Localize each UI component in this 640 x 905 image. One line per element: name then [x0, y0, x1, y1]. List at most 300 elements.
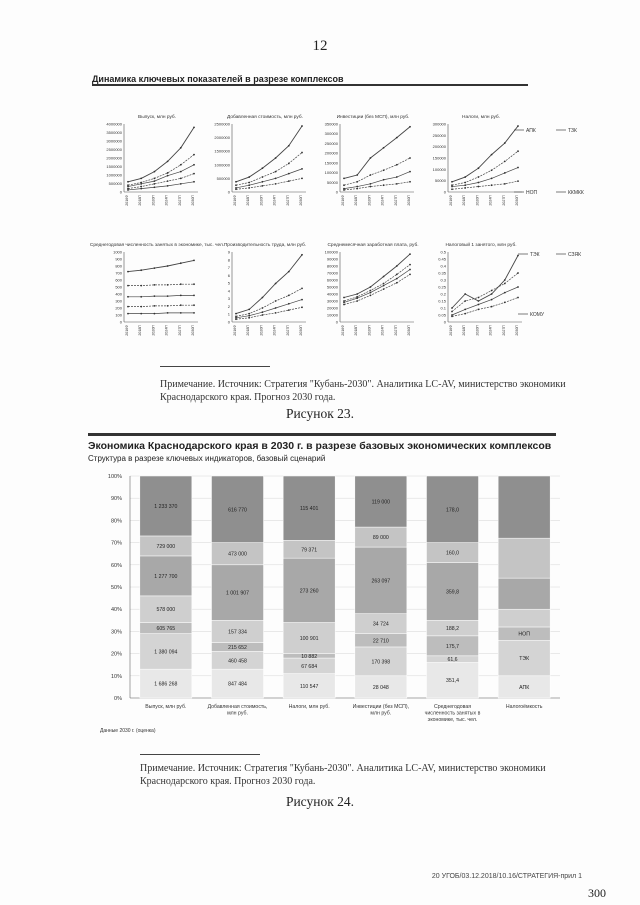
panel-ytick-label: 40000	[326, 291, 338, 297]
bar-segment-label: 1 233 370	[154, 503, 178, 510]
panel-series-point	[396, 137, 398, 139]
panel-series-point	[396, 164, 398, 166]
legend-label: ТЭК	[530, 252, 540, 258]
panel-ytick-label: 4	[227, 288, 230, 294]
panel-series-line	[128, 260, 194, 271]
category-label: численность занятых в	[424, 710, 481, 717]
panel-series-point	[478, 182, 480, 184]
panel-series-point	[478, 186, 480, 188]
panel-xtick-label: 2016Ф	[341, 195, 345, 206]
bar-segment-label: 729 000	[156, 543, 176, 550]
bar-segment-label: 273 260	[299, 588, 319, 595]
panel-series-point	[517, 180, 519, 182]
panel-ytick-label: 100000	[432, 166, 446, 172]
panel-series-point	[127, 181, 129, 183]
panel-series-point	[248, 184, 250, 186]
panel-series-point	[478, 167, 480, 169]
panel-xtick-label: 2018П	[138, 195, 143, 206]
panel-series-point	[504, 183, 506, 185]
panel-series-point	[370, 183, 372, 185]
panel-ytick-label: 900	[115, 256, 122, 262]
panel-xtick-label: 2030П	[191, 195, 195, 206]
panel-ytick-label: 300000	[324, 131, 338, 137]
panel-series-line	[128, 313, 194, 314]
panel-title: Производительность труда, млн руб.	[223, 243, 307, 248]
category-label: Налоги, млн руб.	[288, 704, 330, 710]
figure1-note: Примечание. Источник: Стратегия "Кубань-2030". Аналитика LC-AV, министерство экономики Краснодарского края. Прогноз 2030 года.	[160, 379, 566, 403]
panel-series-point	[301, 306, 303, 308]
panel-series-point	[288, 303, 290, 305]
panel-series-point	[140, 188, 142, 190]
panel-series-point	[343, 297, 345, 299]
panel-series-point	[140, 183, 142, 185]
y-tick-label: 10%	[110, 673, 122, 680]
panel-ytick-label: 1	[227, 311, 230, 317]
panel-xtick-label: 2027П	[285, 325, 290, 336]
panel-series-point	[193, 295, 195, 297]
panel-series-point	[154, 180, 156, 182]
panel-ytick-label: 3	[227, 296, 230, 302]
panel-series-point	[262, 297, 264, 299]
bar-segment-label: 263 097	[371, 578, 391, 585]
panel-series-point	[167, 175, 169, 177]
panel-series-line	[128, 127, 194, 181]
panel-xtick-label: 2020П	[367, 325, 372, 336]
panel-series-point	[491, 154, 493, 156]
panel-ytick-label: 90000	[326, 256, 338, 262]
panel-ytick-label: 0.45	[438, 256, 446, 262]
bar-segment-label: 160,0	[446, 550, 459, 557]
panel-series-point	[288, 180, 290, 182]
category-label: Среднегодовая	[433, 704, 472, 710]
panel-series-point	[154, 313, 156, 315]
panel-xtick-label: 2018П	[462, 195, 467, 206]
category-label: Инвестиции (без МСП),	[352, 704, 410, 710]
panel-series-point	[127, 186, 129, 188]
legend-label: ТЗК	[568, 128, 577, 134]
figure1-chart-grid	[88, 90, 584, 360]
panel-xtick-label: 2018П	[354, 325, 359, 336]
legend-label: АПК	[526, 128, 536, 134]
panel-xtick-label: 2016Ф	[449, 325, 453, 336]
panel-xtick-label: 2020П	[259, 195, 264, 206]
panel-xtick-label: 2030П	[515, 195, 519, 206]
panel-series-point	[409, 264, 411, 266]
legend-label: НОП	[526, 190, 538, 196]
y-tick-label: 90%	[110, 496, 122, 503]
bar-segment	[498, 538, 550, 578]
panel-series-point	[491, 290, 493, 292]
panel-series-point	[343, 189, 345, 191]
panel-ytick-label: 100000	[324, 249, 338, 255]
panel-series-point	[301, 168, 303, 170]
panel-ytick-label: 50000	[434, 178, 446, 184]
panel-series-point	[343, 184, 345, 186]
panel-xtick-label: 2020П	[475, 325, 480, 336]
panel-series-point	[478, 300, 480, 302]
panel-ytick-label: 3000000	[106, 138, 122, 144]
panel-ytick-label: 70000	[326, 270, 338, 276]
panel-series-point	[167, 180, 169, 182]
panel-series-point	[167, 185, 169, 187]
panel-series-point	[370, 286, 372, 288]
panel-series-point	[409, 181, 411, 183]
panel-ytick-label: 150000	[432, 155, 446, 161]
panel-series-point	[356, 297, 358, 299]
panel-series-point	[167, 284, 169, 286]
bar-segment-label: 79 371	[301, 547, 318, 554]
panel-series-point	[396, 274, 398, 276]
bar-segment	[498, 578, 550, 609]
panel-series-point	[193, 127, 195, 129]
panel-series-point	[504, 142, 506, 144]
panel-series-point	[154, 284, 156, 286]
panel-series-point	[451, 181, 453, 183]
panel-series-point	[248, 187, 250, 189]
panel-series-line	[236, 255, 302, 314]
bar-segment	[498, 476, 550, 538]
panel-series-point	[517, 286, 519, 288]
panel-series-line	[344, 182, 410, 190]
panel-series-point	[517, 167, 519, 169]
panel-series-point	[127, 296, 129, 298]
panel-series-point	[154, 305, 156, 307]
panel-xtick-label: 2030П	[299, 325, 303, 336]
panel-series-point	[167, 265, 169, 267]
panel-series-point	[248, 309, 250, 311]
panel-series-point	[478, 304, 480, 306]
panel-series-point	[478, 309, 480, 311]
figure2-caption: Рисунок 24.	[285, 794, 355, 809]
panel-series-point	[140, 178, 142, 180]
panel-series-point	[301, 299, 303, 301]
y-tick-label: 40%	[110, 607, 122, 614]
panel-series-point	[288, 173, 290, 175]
bar-segment-label: НОП	[518, 631, 530, 638]
panel-series-point	[275, 178, 277, 180]
panel-series-point	[343, 178, 345, 180]
panel-series-point	[180, 312, 182, 314]
panel-ytick-label: 0.1	[440, 305, 446, 311]
panel-xtick-label: 2016Ф	[233, 195, 237, 206]
panel-series-point	[491, 184, 493, 186]
panel-series-point	[248, 182, 250, 184]
panel-series-point	[235, 184, 237, 186]
panel-series-point	[451, 307, 453, 309]
panel-series-line	[452, 126, 518, 182]
figure2-subtitle: Структура в разрезе ключевых индикаторов, базовый сценарий	[88, 454, 326, 463]
figure1-title: Динамика ключевых показателей в разрезе комплексов	[92, 74, 344, 84]
panel-series-point	[235, 181, 237, 183]
panel-ytick-label: 150000	[324, 160, 338, 166]
y-tick-label: 20%	[110, 651, 122, 658]
panel-series-point	[127, 271, 129, 273]
category-label: млн руб.	[370, 710, 392, 717]
figure2-chart	[88, 470, 568, 740]
panel-ytick-label: 0.05	[438, 312, 446, 318]
panel-xtick-label: 2016Ф	[125, 325, 129, 336]
panel-series-point	[248, 313, 250, 315]
panel-ytick-label: 700	[115, 270, 122, 276]
panel-xtick-label: 2024П	[488, 195, 493, 206]
panel-series-point	[140, 296, 142, 298]
panel-title: Среднемесячная заработная плата, руб.	[327, 243, 419, 248]
panel-series-point	[491, 306, 493, 308]
panel-title: Среднегодовая численность занятых в экономике, тыс. чел.	[89, 243, 225, 248]
bar-segment-label: 110 547	[299, 683, 319, 690]
panel-series-point	[154, 295, 156, 297]
figure2-note: Примечание. Источник: Стратегия "Кубань-2030". Аналитика LC-AV, министерство экономики Краснодарского края. Прогноз 2030 года.	[140, 763, 546, 787]
panel-series-point	[504, 283, 506, 285]
panel-series-point	[396, 183, 398, 185]
panel-series-point	[167, 172, 169, 174]
panel-series-point	[275, 312, 277, 314]
panel-series-point	[383, 169, 385, 171]
panel-series-point	[451, 311, 453, 313]
bar-segment-label: 616 770	[228, 507, 247, 514]
panel-ytick-label: 0	[227, 319, 230, 325]
panel-series-line	[344, 270, 410, 303]
panel-xtick-label: 2016Ф	[233, 325, 237, 336]
panel-series-point	[343, 304, 345, 306]
panel-series-point	[154, 267, 156, 269]
category-label: млн руб.	[227, 710, 248, 717]
panel-ytick-label: 200000	[324, 150, 338, 156]
legend-label: СЗЯК	[568, 252, 582, 258]
panel-xtick-label: 2027П	[285, 195, 290, 206]
panel-xtick-label: 2027П	[501, 325, 506, 336]
figure2-footnote: Данные 2030 г. (оценка)	[100, 728, 156, 734]
bar-segment-label: 847 484	[228, 681, 247, 688]
panel-series-point	[370, 292, 372, 294]
panel-series-point	[409, 171, 411, 173]
panel-series-line	[344, 254, 410, 297]
panel-title: Инвестиции (без МСП), млн руб.	[336, 115, 410, 120]
panel-series-point	[464, 176, 466, 178]
panel-series-point	[180, 178, 182, 180]
panel-series-point	[396, 282, 398, 284]
panel-series-point	[167, 305, 169, 307]
panel-series-point	[343, 302, 345, 304]
panel-xtick-label: 2024П	[380, 325, 385, 336]
panel-ytick-label: 0.25	[438, 284, 446, 290]
panel-series-point	[193, 283, 195, 285]
panel-xtick-label: 2024П	[272, 195, 277, 206]
panel-series-point	[140, 186, 142, 188]
panel-series-line	[452, 298, 518, 317]
panel-ytick-label: 8	[227, 257, 230, 263]
panel-xtick-label: 2024П	[164, 325, 169, 336]
panel-ytick-label: 1500000	[214, 148, 230, 154]
bar-segment-label: 28 048	[372, 684, 389, 691]
panel-series-point	[301, 288, 303, 290]
panel-xtick-label: 2024П	[272, 325, 277, 336]
panel-ytick-label: 0	[443, 319, 446, 325]
panel-series-point	[504, 279, 506, 281]
panel-series-point	[383, 147, 385, 149]
panel-series-point	[464, 184, 466, 186]
panel-series-point	[275, 157, 277, 159]
panel-series-line	[236, 126, 302, 182]
panel-ytick-label: 50000	[326, 284, 338, 290]
panel-xtick-label: 2018П	[462, 325, 467, 336]
panel-title: Налоговый 1 занятого, млн руб.	[445, 243, 517, 248]
panel-series-point	[180, 295, 182, 297]
panel-ytick-label: 0.35	[438, 270, 446, 276]
panel-series-point	[356, 174, 358, 176]
panel-series-point	[464, 300, 466, 302]
panel-ytick-label: 9	[227, 249, 230, 255]
footer-stamp: 20 УГОБ/03.12.2018/10.16/СТРАТЕГИЯ-прил 1	[431, 873, 582, 880]
panel-series-point	[262, 185, 264, 187]
panel-series-point	[275, 283, 277, 285]
panel-series-point	[301, 152, 303, 154]
panel-series-point	[180, 304, 182, 306]
panel-series-point	[356, 293, 358, 295]
panel-series-point	[154, 178, 156, 180]
bar-segment-label: 351,4	[446, 678, 459, 685]
panel-series-point	[409, 253, 411, 255]
figure2-title: Экономика Краснодарского края в 2030 г. в разрезе базовых экономических комплексов	[88, 440, 552, 452]
panel-series-point	[262, 311, 264, 313]
panel-series-line	[236, 300, 302, 318]
panel-ytick-label: 0.15	[438, 298, 446, 304]
bar-segment-label: 61,6	[447, 657, 458, 664]
panel-series-point	[396, 278, 398, 280]
category-label: Добавленная стоимость,	[207, 704, 268, 710]
panel-series-point	[491, 299, 493, 301]
panel-series-point	[127, 285, 129, 287]
panel-series-point	[193, 181, 195, 183]
panel-series-point	[193, 304, 195, 306]
category-label: Выпуск, млн руб.	[145, 704, 187, 710]
panel-ytick-label: 0.4	[440, 263, 446, 269]
bar-segment-label: 215 652	[228, 644, 247, 651]
panel-ytick-label: 100	[115, 312, 122, 318]
panel-ytick-label: 250000	[324, 140, 338, 146]
panel-ytick-label: 1000000	[106, 172, 122, 178]
panel-series-point	[180, 183, 182, 185]
panel-series-point	[248, 315, 250, 317]
panel-series-point	[275, 307, 277, 309]
bar-segment-label: 67 684	[301, 663, 318, 670]
panel-xtick-label: 2027П	[177, 195, 182, 206]
panel-ytick-label: 6	[227, 272, 230, 278]
panel-xtick-label: 2018П	[138, 325, 143, 336]
panel-series-point	[370, 157, 372, 159]
bar-segment-label: 89 000	[372, 535, 389, 542]
panel-xtick-label: 2024П	[380, 195, 385, 206]
panel-series-line	[344, 265, 410, 301]
panel-ytick-label: 2500000	[214, 121, 230, 127]
panel-ytick-label: 0	[119, 319, 122, 325]
panel-series-line	[128, 305, 194, 306]
panel-series-line	[344, 158, 410, 185]
panel-series-point	[409, 274, 411, 276]
panel-series-point	[383, 276, 385, 278]
panel-series-point	[451, 188, 453, 190]
panel-series-point	[517, 150, 519, 152]
bar-segment-label: 1 277 700	[154, 573, 178, 580]
bar-segment-label: 578 000	[156, 607, 176, 614]
panel-series-point	[193, 260, 195, 262]
panel-ytick-label: 10000	[326, 312, 338, 318]
panel-series-point	[464, 313, 466, 315]
figure2-rule	[140, 754, 260, 755]
panel-xtick-label: 2030П	[515, 325, 519, 336]
panel-ytick-label: 600	[115, 277, 122, 283]
figure1-top-rule	[92, 84, 528, 86]
panel-ytick-label: 80000	[326, 263, 338, 269]
panel-series-point	[154, 171, 156, 173]
panel-series-point	[248, 176, 250, 178]
panel-series-point	[127, 313, 129, 315]
bar-segment-label: 10 882	[301, 653, 318, 660]
panel-series-point	[140, 306, 142, 308]
panel-series-point	[262, 181, 264, 183]
panel-series-point	[370, 186, 372, 188]
panel-series-point	[262, 314, 264, 316]
panel-series-point	[180, 147, 182, 149]
panel-xtick-label: 2018П	[354, 195, 359, 206]
panel-series-point	[301, 125, 303, 127]
panel-xtick-label: 2027П	[177, 325, 182, 336]
panel-xtick-label: 2020П	[151, 325, 156, 336]
panel-series-point	[180, 171, 182, 173]
panel-series-point	[478, 297, 480, 299]
panel-series-point	[262, 307, 264, 309]
panel-series-point	[235, 313, 237, 315]
panel-series-point	[504, 172, 506, 174]
panel-series-line	[344, 127, 410, 179]
panel-series-point	[409, 157, 411, 159]
bar-segment-label: 157 334	[228, 629, 247, 636]
panel-series-point	[167, 312, 169, 314]
panel-series-point	[491, 169, 493, 171]
footer-page-number: 300	[588, 886, 606, 900]
panel-series-line	[128, 284, 194, 285]
panel-ytick-label: 500000	[108, 181, 122, 186]
panel-series-point	[275, 300, 277, 302]
panel-series-point	[167, 295, 169, 297]
bar-segment	[498, 609, 550, 627]
panel-series-point	[288, 295, 290, 297]
panel-series-point	[275, 183, 277, 185]
panel-series-point	[504, 161, 506, 163]
bar-segment-label: 1 686 268	[154, 681, 178, 688]
panel-ytick-label: 2000000	[214, 135, 230, 141]
panel-series-point	[517, 272, 519, 274]
panel-ytick-label: 0.2	[440, 291, 446, 297]
panel-xtick-label: 2018П	[246, 195, 251, 206]
legend-label: КОМУ	[530, 312, 545, 318]
panel-series-point	[409, 269, 411, 271]
page-number: 12	[312, 38, 328, 54]
panel-series-point	[180, 283, 182, 285]
panel-ytick-label: 20000	[326, 305, 338, 311]
bar-segment-label: 473 000	[228, 551, 247, 558]
panel-series-point	[478, 176, 480, 178]
panel-series-point	[140, 269, 142, 271]
panel-xtick-label: 2027П	[501, 195, 506, 206]
panel-xtick-label: 2030П	[299, 195, 303, 206]
panel-xtick-label: 2018П	[246, 325, 251, 336]
panel-ytick-label: 1000	[113, 249, 122, 255]
panel-xtick-label: 2027П	[393, 195, 398, 206]
panel-ytick-label: 400	[115, 291, 122, 297]
y-tick-label: 80%	[110, 518, 122, 525]
panel-title: Выпуск, млн руб.	[138, 115, 176, 120]
